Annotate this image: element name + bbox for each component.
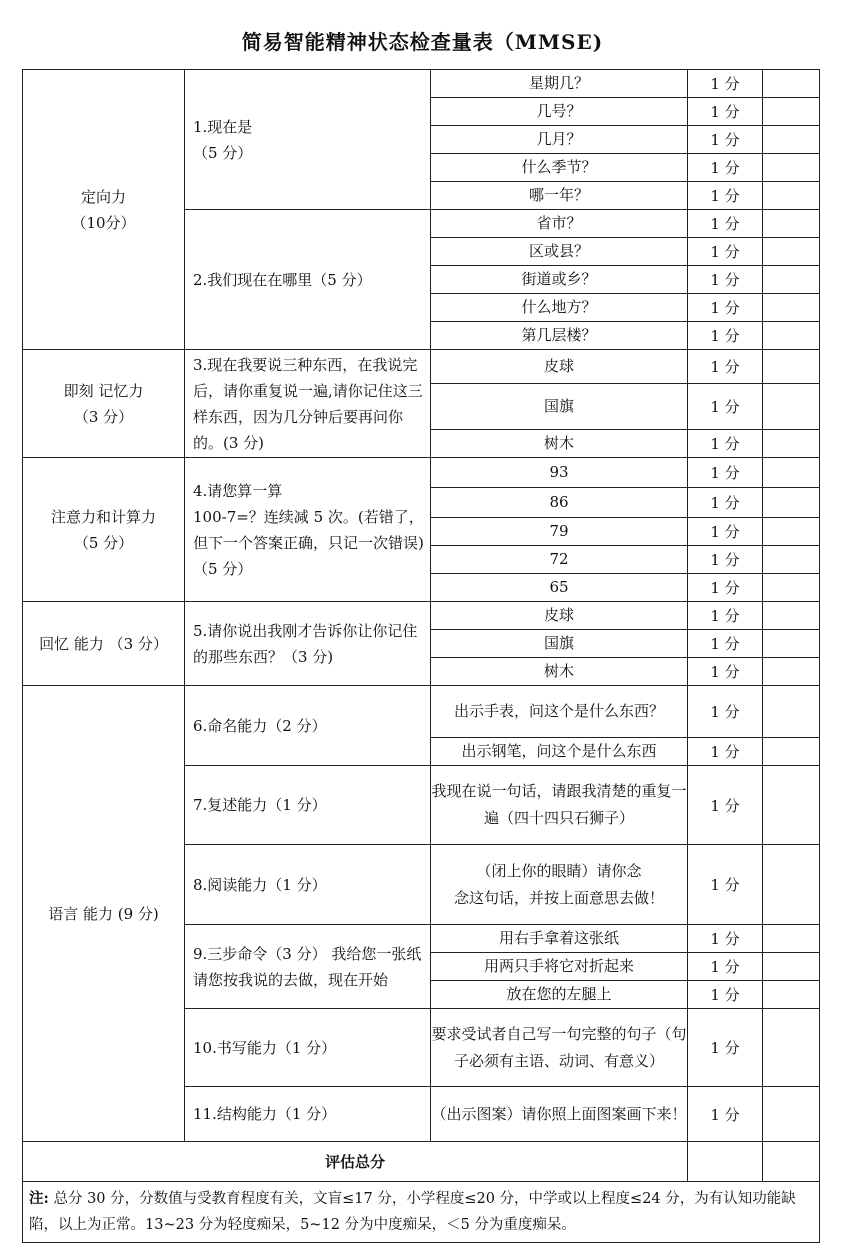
score-cell: 1 分 — [688, 350, 763, 384]
score-cell: 1 分 — [688, 766, 763, 845]
score-cell: 1 分 — [688, 98, 763, 126]
score-cell: 1 分 — [688, 1087, 763, 1142]
blank-score-cell[interactable] — [763, 430, 820, 458]
blank-score-cell[interactable] — [763, 294, 820, 322]
blank-score-cell[interactable] — [763, 154, 820, 182]
question-q11: 11.结构能力（1 分） — [185, 1087, 431, 1142]
item-q2-2: 区或县？ — [431, 238, 688, 266]
blank-score-cell[interactable] — [763, 602, 820, 630]
score-cell: 1 分 — [688, 210, 763, 238]
blank-score-cell[interactable] — [763, 546, 820, 574]
table-row — [23, 686, 820, 738]
item-q2-3: 街道或乡？ — [431, 266, 688, 294]
blank-score-cell[interactable] — [763, 266, 820, 294]
item-q4-2: 86 — [431, 488, 688, 518]
blank-score-cell[interactable] — [763, 658, 820, 686]
score-cell: 1 分 — [688, 686, 763, 738]
item-q8-1: （闭上你的眼睛）请你念 念这句话，并按上面意思去做！ — [431, 845, 688, 925]
mmse-table — [22, 69, 820, 1243]
item-q3-3: 树木 — [431, 430, 688, 458]
score-cell: 1 分 — [688, 602, 763, 630]
item-q4-1: 93 — [431, 458, 688, 488]
question-q4: 4.请您算一算 100-7=？连续减 5 次。(若错了，但下一个答案正确，只记一次错误)（5 分） — [185, 458, 431, 602]
question-q8: 8.阅读能力（1 分） — [185, 845, 431, 925]
blank-score-cell[interactable] — [763, 981, 820, 1009]
blank-score-cell[interactable] — [763, 925, 820, 953]
score-cell: 1 分 — [688, 845, 763, 925]
blank-score-cell[interactable] — [763, 845, 820, 925]
score-cell: 1 分 — [688, 182, 763, 210]
note-row — [23, 1182, 820, 1243]
item-q6-1: 出示手表，问这个是什么东西？ — [431, 686, 688, 738]
score-cell: 1 分 — [688, 126, 763, 154]
blank-score-cell[interactable] — [763, 766, 820, 845]
note-cell — [23, 1182, 820, 1243]
item-q9-3: 放在您的左腿上 — [431, 981, 688, 1009]
blank-score-cell[interactable] — [763, 686, 820, 738]
score-cell: 1 分 — [688, 488, 763, 518]
item-q11-1: （出示图案）请你照上面图案画下来！ — [431, 1087, 688, 1142]
question-q6: 6.命名能力（2 分） — [185, 686, 431, 766]
item-q9-1: 用右手拿着这张纸 — [431, 925, 688, 953]
blank-score-cell[interactable] — [763, 70, 820, 98]
question-q10: 10.书写能力（1 分） — [185, 1009, 431, 1087]
score-cell: 1 分 — [688, 574, 763, 602]
blank-score-cell[interactable] — [763, 574, 820, 602]
item-q1-4: 什么季节？ — [431, 154, 688, 182]
item-q9-2: 用两只手将它对折起来 — [431, 953, 688, 981]
blank-score-cell[interactable] — [763, 238, 820, 266]
score-cell: 1 分 — [688, 294, 763, 322]
item-q5-3: 树木 — [431, 658, 688, 686]
item-q4-5: 65 — [431, 574, 688, 602]
question-q2: 2.我们现在在哪里（5 分） — [185, 210, 431, 350]
item-q5-2: 国旗 — [431, 630, 688, 658]
category-registration: 即刻 记忆力 （3 分） — [23, 350, 185, 458]
blank-score-cell[interactable] — [763, 630, 820, 658]
blank-score-cell[interactable] — [763, 738, 820, 766]
score-cell: 1 分 — [688, 738, 763, 766]
item-q2-4: 什么地方？ — [431, 294, 688, 322]
table-row — [23, 458, 820, 488]
table-row — [23, 70, 820, 98]
score-cell: 1 分 — [688, 630, 763, 658]
item-q3-2: 国旗 — [431, 384, 688, 430]
blank-score-cell[interactable] — [763, 182, 820, 210]
category-language: 语言 能力 (9 分) — [23, 686, 185, 1142]
question-q3: 3.现在我要说三种东西，在我说完后，请你重复说一遍,请你记住这三样东西，因为几分钟后要再问你的。(3 分) — [185, 350, 431, 458]
score-cell: 1 分 — [688, 154, 763, 182]
note-text: 总分 30 分，分数值与受教育程度有关，文盲≤17 分，小学程度≤20 分，中学或以上程度≤24 分，为有认知功能缺陷，以上为正常。13~23 分为轻度痴呆，5~12 分为中度痴呆，＜5 分为重度痴呆。 — [29, 1191, 796, 1233]
item-q2-1: 省市？ — [431, 210, 688, 238]
question-q9: 9.三步命令（3 分） 我给您一张纸请您按我说的去做，现在开始 — [185, 925, 431, 1009]
item-q7-1: 我现在说一句话，请跟我清楚的重复一遍（四十四只石狮子） — [431, 766, 688, 845]
score-cell: 1 分 — [688, 430, 763, 458]
blank-score-cell[interactable] — [763, 210, 820, 238]
score-cell: 1 分 — [688, 238, 763, 266]
item-q5-1: 皮球 — [431, 602, 688, 630]
score-cell: 1 分 — [688, 925, 763, 953]
blank-score-cell[interactable] — [763, 1087, 820, 1142]
score-cell: 1 分 — [688, 546, 763, 574]
item-q6-2: 出示钢笔，问这个是什么东西 — [431, 738, 688, 766]
item-q4-4: 72 — [431, 546, 688, 574]
score-cell: 1 分 — [688, 458, 763, 488]
question-q7: 7.复述能力（1 分） — [185, 766, 431, 845]
item-q4-3: 79 — [431, 518, 688, 546]
table-row — [23, 350, 820, 384]
category-orientation: 定向力 （10分） — [23, 70, 185, 350]
item-q1-2: 几号？ — [431, 98, 688, 126]
blank-score-cell[interactable] — [763, 518, 820, 546]
item-q1-3: 几月？ — [431, 126, 688, 154]
total-score-cell — [688, 1142, 763, 1182]
blank-score-cell[interactable] — [763, 458, 820, 488]
score-cell: 1 分 — [688, 953, 763, 981]
total-blank-cell — [763, 1142, 820, 1182]
blank-score-cell[interactable] — [763, 98, 820, 126]
total-label: 评估总分 — [23, 1142, 688, 1182]
question-q1: 1.现在是 （5 分） — [185, 70, 431, 210]
item-q1-5: 哪一年？ — [431, 182, 688, 210]
category-attention: 注意力和计算力 （5 分） — [23, 458, 185, 602]
blank-score-cell[interactable] — [763, 350, 820, 384]
note-label: 注: — [29, 1190, 49, 1207]
blank-score-cell[interactable] — [763, 384, 820, 430]
score-cell: 1 分 — [688, 266, 763, 294]
blank-score-cell[interactable] — [763, 126, 820, 154]
score-cell: 1 分 — [688, 1009, 763, 1087]
score-cell: 1 分 — [688, 981, 763, 1009]
item-q10-1: 要求受试者自己写一句完整的句子（句子必须有主语、动词、有意义） — [431, 1009, 688, 1087]
score-cell: 1 分 — [688, 70, 763, 98]
item-q3-1: 皮球 — [431, 350, 688, 384]
item-q2-5: 第几层楼？ — [431, 322, 688, 350]
score-cell: 1 分 — [688, 658, 763, 686]
total-row — [23, 1142, 820, 1182]
question-q5: 5.请你说出我刚才告诉你让你记住的那些东西？（3 分) — [185, 602, 431, 686]
blank-score-cell[interactable] — [763, 488, 820, 518]
table-row — [23, 602, 820, 630]
blank-score-cell[interactable] — [763, 953, 820, 981]
score-cell: 1 分 — [688, 322, 763, 350]
blank-score-cell[interactable] — [763, 1009, 820, 1087]
page-title: 简易智能精神状态检查量表（MMSE) — [241, 30, 604, 54]
category-recall: 回忆 能力 （3 分） — [23, 602, 185, 686]
score-cell: 1 分 — [688, 518, 763, 546]
item-q1-1: 星期几？ — [431, 70, 688, 98]
score-cell: 1 分 — [688, 384, 763, 430]
blank-score-cell[interactable] — [763, 322, 820, 350]
